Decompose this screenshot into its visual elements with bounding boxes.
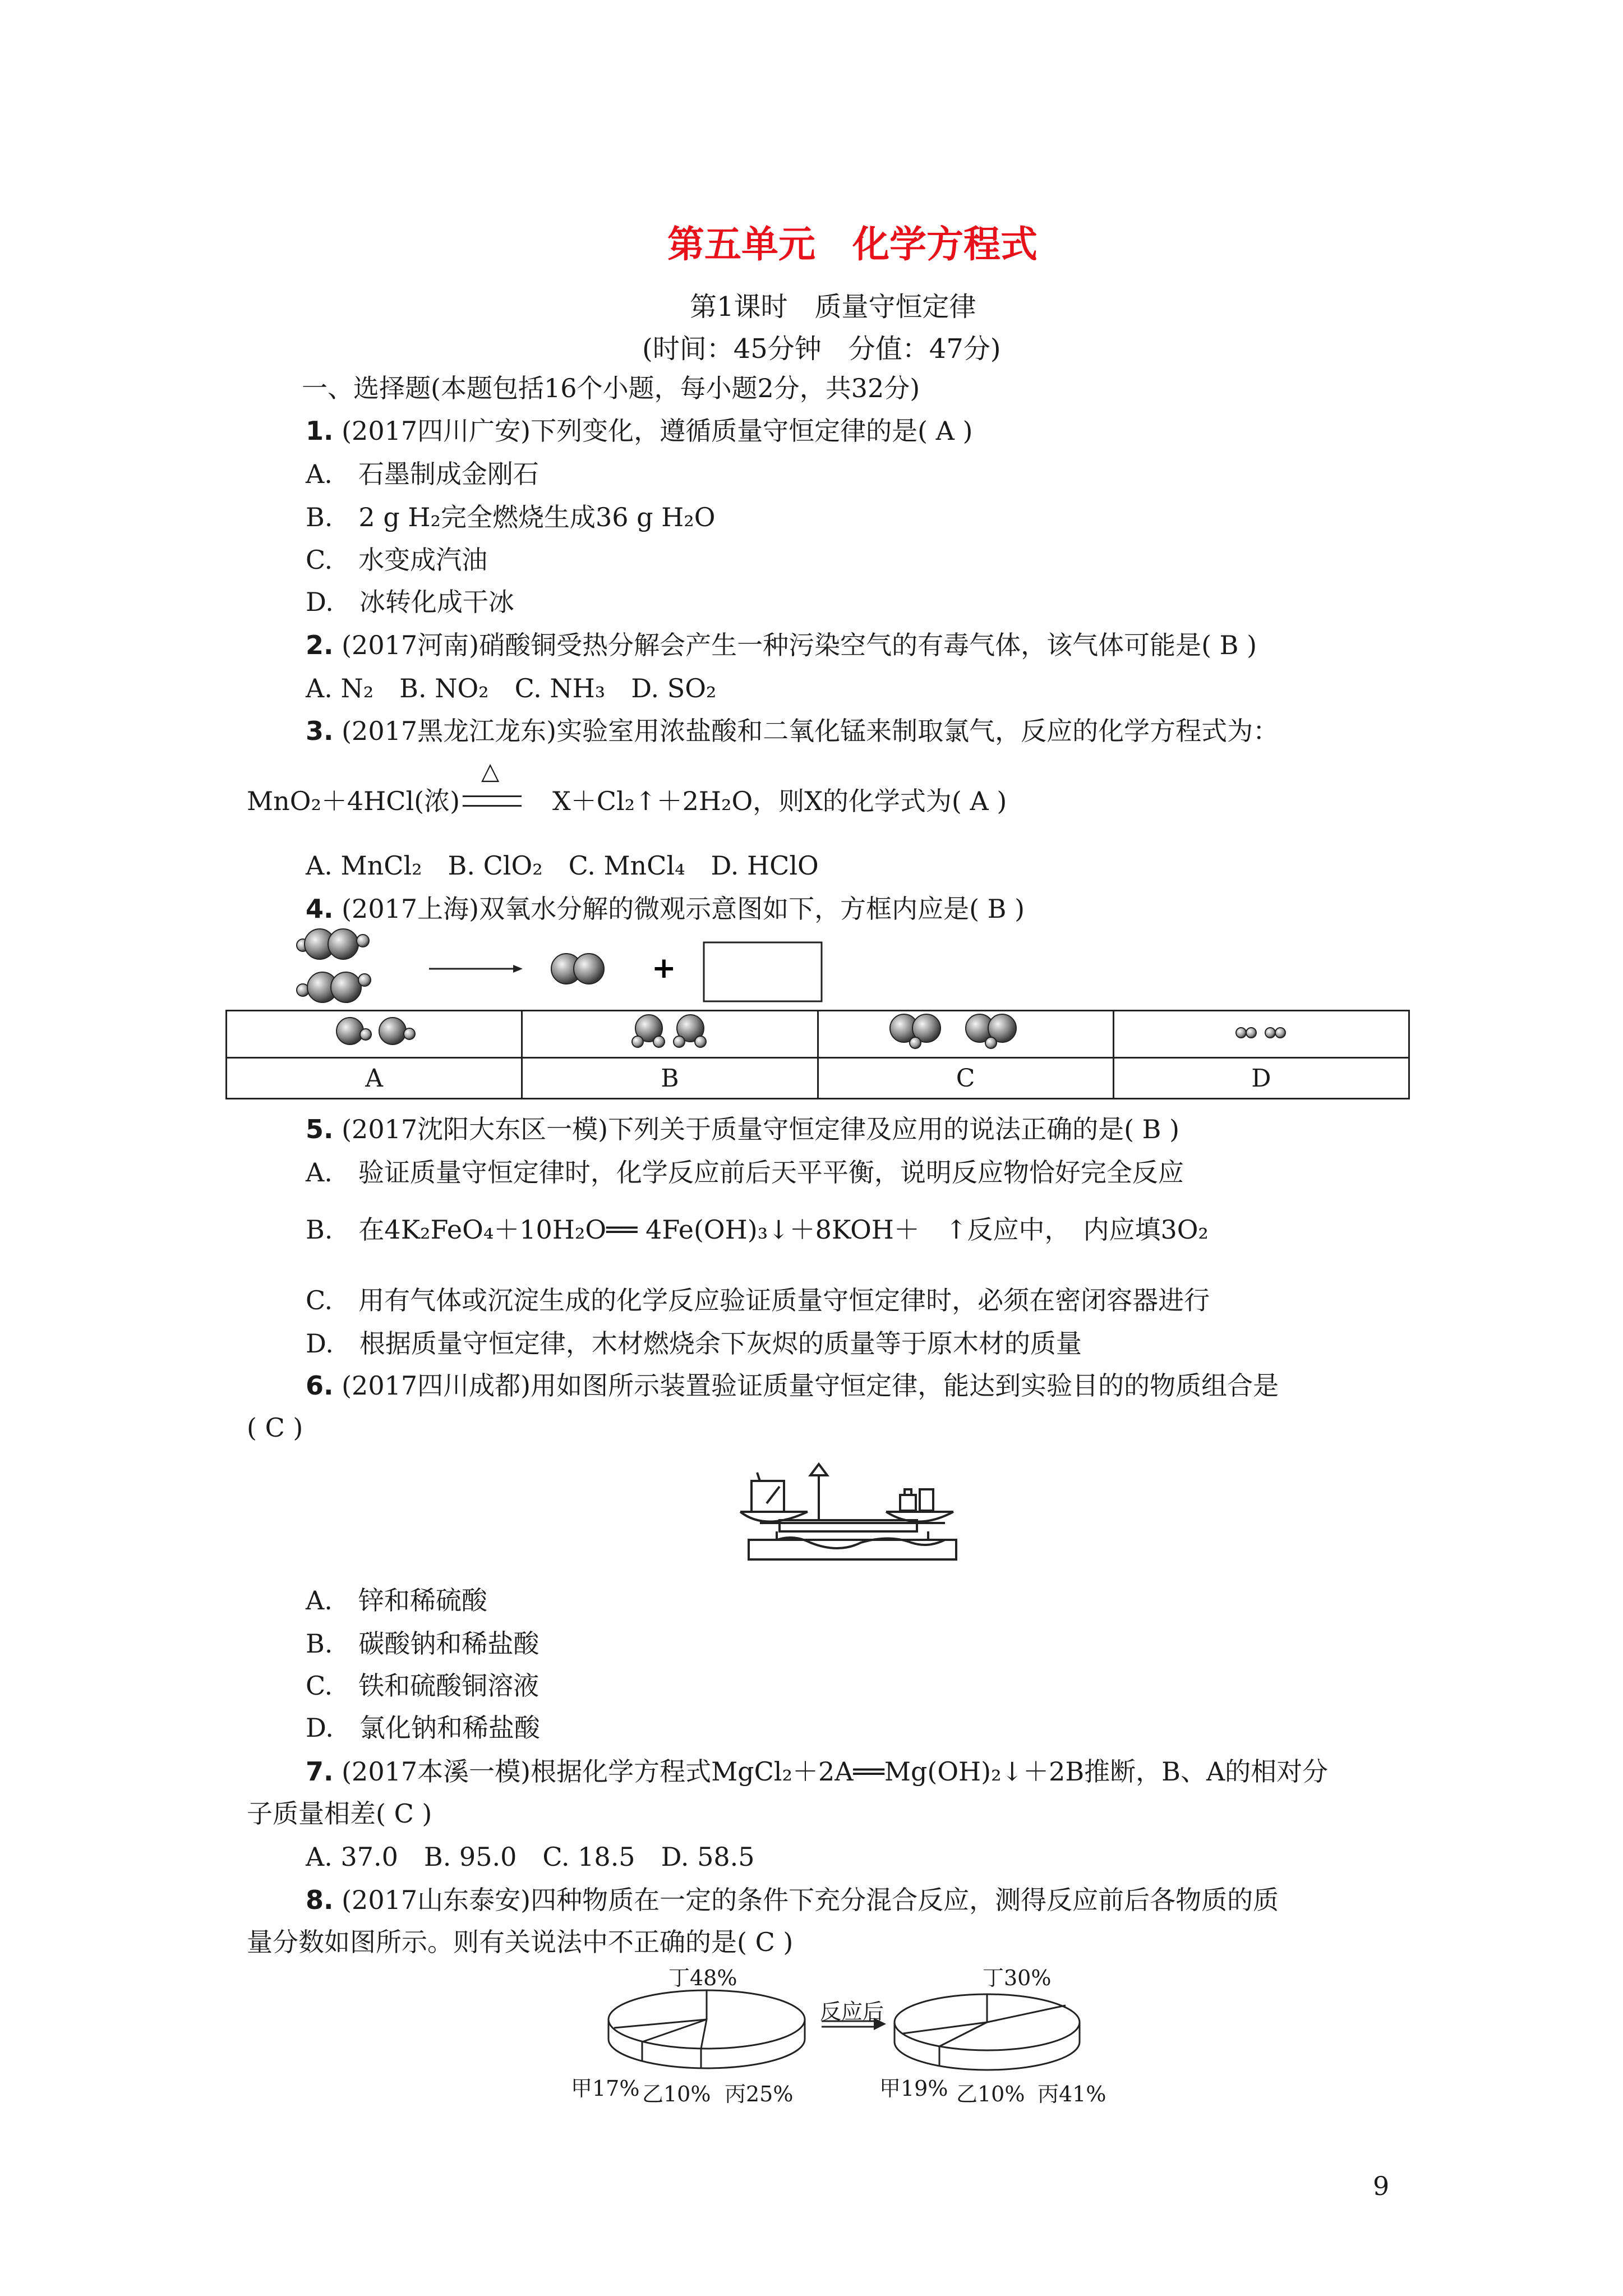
balance-icon [726,1442,979,1571]
lesson-title: 第1课时 质量守恒定律 [690,291,976,323]
question-7 [306,1755,1328,1788]
question-number: 3. [306,716,334,746]
pie-before-label-yi: 乙10% [642,2082,711,2106]
equation-left: MnO₂＋4HCl(浓) [247,786,460,816]
option-d-label: D [1113,1058,1409,1099]
arrow-label: 反应后 [820,1999,884,2024]
unit-title: 第五单元 化学方程式 [667,223,1038,266]
heat-condition: △ [481,757,500,785]
pie-before [608,1990,805,2068]
molecule-c-icon [882,1011,1050,1051]
option-c: C. 用有气体或沉淀生成的化学反应验证质量守恒定律时，必须在密闭容器进行 [306,1285,1210,1315]
pie-diagram [572,1966,1166,2090]
question-8 [306,1883,1279,1917]
h2o2-molecule [297,929,369,959]
question-stem-continued: 量分数如图所示。则有关说法中不正确的是( C ) [247,1927,794,1957]
options-line: A. N₂ B. NO₂ C. NH₃ D. SO₂ [306,673,717,703]
answer-box [704,942,822,1001]
option-c: C. 铁和硫酸铜溶液 [306,1671,540,1701]
question-stem: (2017黑龙江龙东)实验室用浓盐酸和二氧化锰来制取氯气，反应的化学方程式为： [342,716,1279,746]
question-number: 6. [306,1370,334,1401]
option-c-image [818,1011,1113,1058]
option-a: A. 石墨制成金刚石 [306,459,539,489]
options-table [225,1010,1410,1099]
pie-after-label-ding: 丁30% [983,1966,1052,1990]
question-number: 8. [306,1885,334,1915]
question-2 [306,628,1257,662]
section-heading: 一、选择题(本题包括16个小题，每小题2分，共32分) [302,373,920,403]
pie-before-label-ding: 丁48% [668,1966,737,1990]
question-number: 5. [306,1114,334,1144]
pie-after-label-yi: 乙10% [956,2082,1025,2106]
option-d: D. 氯化钠和稀盐酸 [306,1713,540,1743]
option-b-image [522,1011,818,1058]
question-number: 4. [306,894,334,924]
option-d-image [1113,1011,1409,1058]
question-stem: (2017本溪一模)根据化学方程式MgCl₂＋2A══Mg(OH)₂↓＋2B推断，B、A的相对分 [342,1756,1329,1787]
question-number: 7. [306,1756,334,1787]
question-6 [306,1369,1279,1402]
arrow-icon [429,965,523,973]
option-c-label: C [818,1058,1113,1099]
h2o2-molecule [297,972,371,1002]
pie-after-label-jia: 甲19% [879,2076,948,2101]
equals-sign [463,795,522,807]
question-number: 1. [306,416,334,446]
question-stem: (2017沈阳大东区一模)下列关于质量守恒定律及应用的说法正确的是( B ) [342,1114,1180,1144]
options-line: A. MnCl₂ B. ClO₂ C. MnCl₄ D. HClO [306,850,819,881]
question-stem-continued: 子质量相差( C ) [247,1798,432,1829]
option-a-label: A [227,1058,522,1099]
option-a-image [227,1011,522,1058]
question-stem: (2017四川成都)用如图所示装置验证质量守恒定律，能达到实验目的的物质组合是 [342,1370,1279,1401]
question-stem-continued: ( C ) [247,1412,303,1443]
question-5 [306,1112,1179,1146]
question-3 [306,714,1279,748]
option-b-label: B [522,1058,818,1099]
option-a: A. 锌和稀硫酸 [306,1585,487,1616]
page-number: 9 [1373,2171,1390,2201]
question-4 [306,892,1025,926]
option-d: D. 冰转化成干冰 [306,587,514,617]
plus-sign: + [652,951,676,985]
molecule-b-icon [622,1011,717,1051]
option-a: A. 验证质量守恒定律时，化学反应前后天平平衡，说明反应物恰好完全反应 [306,1157,1184,1188]
pie-before-label-jia: 甲17% [571,2076,640,2101]
equation-right: X＋Cl₂↑＋2H₂O，则X的化学式为( A ) [552,786,1007,816]
question-stem: (2017四川广安)下列变化，遵循质量守恒定律的是( A ) [342,416,973,446]
option-b: B. 2 g H₂完全燃烧生成36 g H₂O [306,502,716,532]
pie-after [895,1994,1080,2070]
time-info: (时间：45分钟 分值：47分) [642,333,1001,365]
option-d: D. 根据质量守恒定律，木材燃烧余下灰烬的质量等于原木材的质量 [306,1328,1082,1359]
o2-molecule [551,954,604,984]
options-line: A. 37.0 B. 95.0 C. 18.5 D. 58.5 [306,1842,755,1872]
molecule-a-icon [326,1013,422,1049]
question-stem: (2017上海)双氧水分解的微观示意图如下，方框内应是( B ) [342,894,1025,924]
question-stem: (2017山东泰安)四种物质在一定的条件下充分混合反应，测得反应前后各物质的质 [342,1885,1279,1915]
question-stem: (2017河南)硝酸铜受热分解会产生一种污染空气的有毒气体，该气体可能是( B ) [342,630,1257,660]
molecule-d-icon [1222,1017,1301,1045]
pie-before-label-bing: 丙25% [725,2082,794,2106]
pie-after-label-bing: 丙41% [1038,2082,1106,2106]
question-1 [306,414,972,448]
option-c: C. 水变成汽油 [306,545,488,575]
option-b: B. 碳酸钠和稀盐酸 [306,1628,540,1659]
molecule-diagram [292,923,830,1018]
question-number: 2. [306,630,334,660]
option-b: B. 在4K₂FeO₄＋10H₂O══ 4Fe(OH)₃↓＋8KOH＋ ↑反应中， 内应填3O₂ [306,1214,1209,1245]
